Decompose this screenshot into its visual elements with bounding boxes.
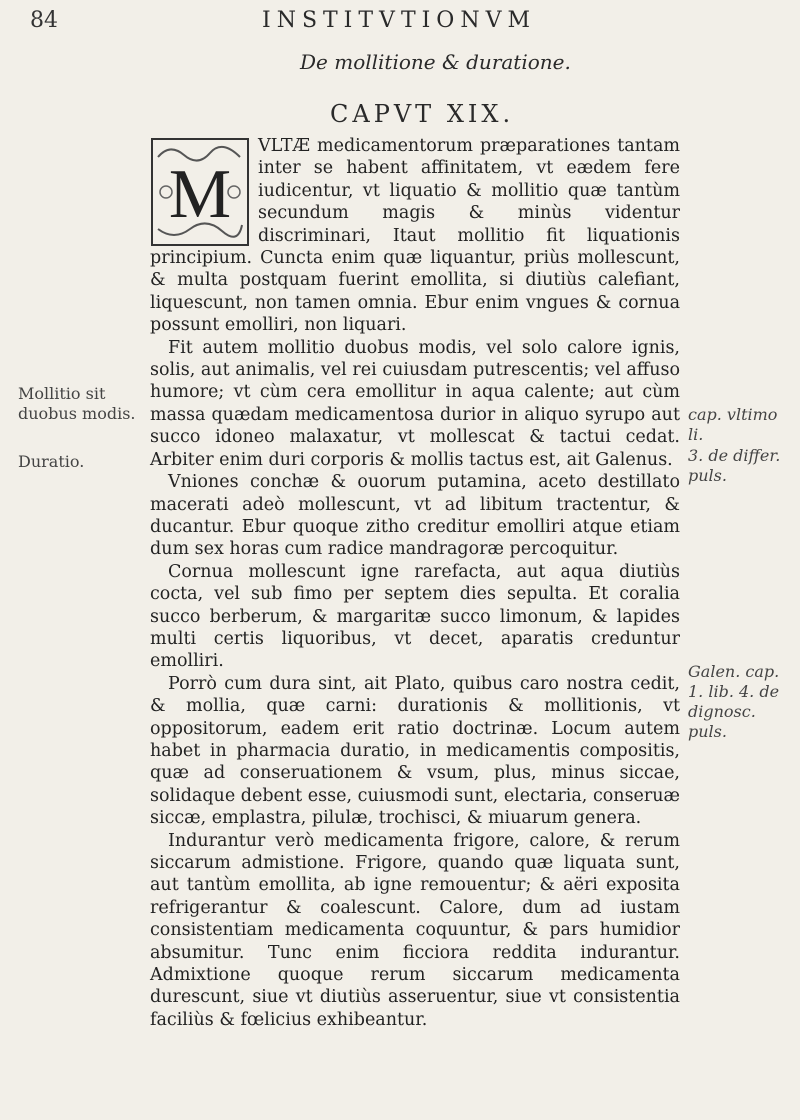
svg-text:M: M	[168, 156, 232, 233]
page-number: 84	[30, 8, 58, 33]
margin-note-galen: Galen. cap. 1. lib. 4. de dignosc. puls.	[688, 662, 780, 741]
paragraph-4: Cornua mollescunt igne rarefacta, aut aqua diutiùs cocta, vel sub fimo per septem dies sepulta. Et coralia succo berberum, & margaritæ succo limonum, & lapides multi certis liquoribus, vt decet, aparatis creduntur emolliri.	[150, 561, 680, 672]
margin-note-mollitio: Mollitio sit duobus modis.	[18, 384, 136, 423]
running-head: INSTITVTIONVM	[262, 8, 537, 33]
paragraph-5: Porrò cum dura sint, ait Plato, quibus caro nostra cedit, & mollia, quæ carni: durationis & mollitionis, vt oppositorum, eadem erit ratio doctrinæ. Locum autem habet in pharmacia duratio, in medicamentis compositis, quæ ad conseruationem & vsum, plus, minus siccae, solidaque debent esse, cuiusmodi sunt, electaria, conseruæ siccæ, emplastra, pilulæ, trochisci, & miuarum genera.	[150, 673, 680, 829]
decorated-initial-m	[150, 137, 250, 247]
paragraph-1: VLTÆ medicamentorum præparationes tantam inter se habent affinitatem, vt eædem fere iudicentur, vt liquatio & mollitio quæ tantùm secundum magis & minùs videntur discriminari, Itaut mollitio fit liquationis principium. Cuncta enim quæ liquantur, priùs mollescunt, & multa postquam fuerint emollita, si diutiùs calefiant, liquescunt, non tamen omnia. Ebur enim vngues & cornua possunt emolliri, non liquari.	[150, 136, 680, 336]
chapter-title: CAPVT XIX.	[330, 100, 515, 128]
paragraph-6: Indurantur verò medicamenta frigore, calore, & rerum siccarum admistione. Frigore, quando quæ liquata sunt, aut tantùm emollita, ab igne remouentur; & aëri exposita refrigerantur & coalescunt. Calore, dum ad iustam consistentiam medicamenta coquuntur, & pars humidior absumitur. Tunc enim ficciora reddita indurantur. Admixtione quoque rerum siccarum medicamenta durescunt, siue vt diutiùs asseruentur, siue vt consistentia faciliùs & fœlicius exhibeantur.	[150, 830, 680, 1030]
margin-note-cap-vltimo: cap. vltimo li.	[688, 405, 778, 444]
margin-note-de-differ: 3. de differ. puls.	[688, 446, 781, 485]
main-text	[150, 135, 680, 1031]
margin-note-duratio: Duratio.	[18, 452, 85, 471]
paragraph-3: Vniones conchæ & ouorum putamina, aceto destillato macerati adeò mollescunt, vt ad libitum tractentur, & ducantur. Ebur quoque zitho creditur emolliri atque etiam dum sex horas cum radice mandragoræ percoquitur.	[150, 472, 680, 560]
paragraph-2: Fit autem mollitio duobus modis, vel solo calore ignis, solis, aut animalis, vel rei cuiusdam putrescentis; vel affuso humore; vt cùm cera emollitur in aqua calente; aut cùm massa quædam medicamentosa durior in aliquo syrupo aut succo idoneo malaxatur, vt mollescat & tactui cedat. Arbiter enim duri corporis & mollis tactus est, ait Galenus.	[150, 337, 680, 470]
section-title: De mollitione & duratione.	[300, 50, 571, 74]
